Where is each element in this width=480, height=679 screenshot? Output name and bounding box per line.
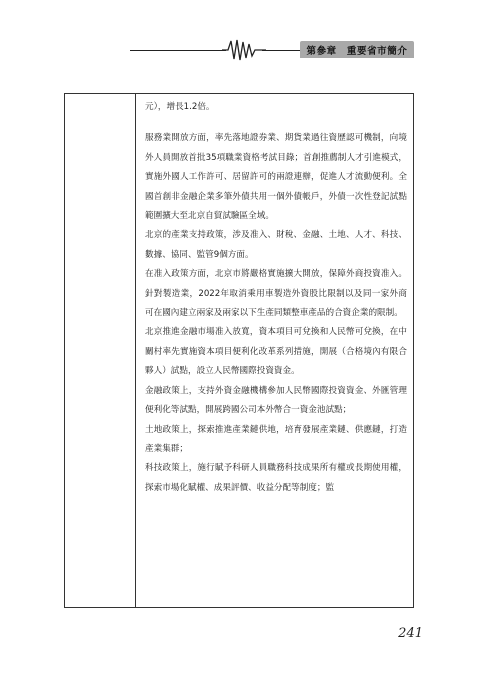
- table-left-column: [65, 94, 136, 607]
- body-paragraph: 北京的產業支持政策，涉及准入、財稅、金融、土地、人才、科技、數據、協同、監管9個方面。: [145, 230, 407, 260]
- chapter-tab: [300, 41, 414, 58]
- chapter-title: 第參章 重要省市簡介: [306, 45, 408, 57]
- body-paragraph: 服務業開放方面，率先落地證券業、期貨業過往資歷認可機制，向境外人員開放首批35項職業資格考試目錄；首創推薦制人才引進模式，實施外國人工作許可、居留許可的兩證連辦，促進人才流動便利。全國首創非金融企業多筆外債共用一個外債帳戶，外債一次性登記試點範圍擴大至北京自貿試驗區全域。: [145, 133, 407, 222]
- body-paragraph: 在准入政策方面，北京市將嚴格實施擴大開放，保障外商投資准入。針對製造業，2022年取消乘用車製造外資股比限制以及同一家外商可在國內建立兩家及兩家以下生產同類整車產品的合資企業的限制。: [145, 269, 407, 319]
- body-paragraph: 北京推進金融市場准入放寬，資本項目可兌換和人民幣可兌換，在中關村率先實施資本項目便利化改革系列措施，開展（合格境內有限合夥人）試點，設立人民幣國際投資資金。: [145, 327, 407, 377]
- body-paragraph: 土地政策上，探索推進產業鏈供地，培育發展產業鏈、供應鏈，打造產業集群；: [145, 424, 407, 454]
- heartbeat-line-icon: [222, 36, 266, 64]
- body-text: [145, 98, 407, 498]
- body-paragraph: 元），增長1.2倍。: [145, 102, 215, 112]
- header-rule-right: [262, 50, 300, 51]
- body-paragraph: 金融政策上，支持外資金融機構參加人民幣國際投資資金、外匯管理便利化等試點，開展跨國公司本外幣合一資金池試點；: [145, 385, 407, 416]
- header-rule-left: [130, 50, 226, 51]
- page-number: 241: [398, 626, 423, 641]
- body-paragraph: 科技政策上，施行賦予科研人員職務科技成果所有權或長期使用權，探索市場化賦權、成果評價、收益分配等制度；監: [145, 463, 407, 493]
- page-header: [0, 0, 480, 70]
- content-table: [64, 93, 414, 608]
